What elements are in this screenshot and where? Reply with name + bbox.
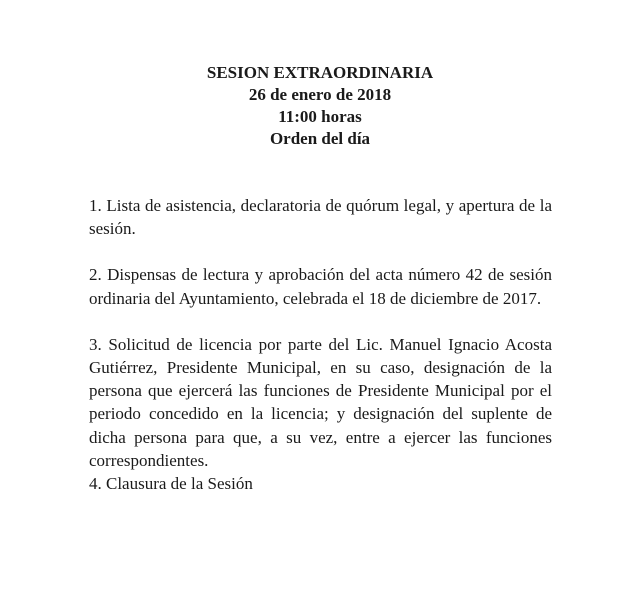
document-header <box>0 62 640 150</box>
agenda-item-4: 4. Clausura de la Sesión <box>89 474 253 494</box>
agenda-item-3: 3. Solicitud de licencia por parte del Lic. Manuel Ignacio Acosta Gutiérrez, Presidente Municipal, en su caso, designación de la persona que ejercerá las funciones de Presidente Municipal por el periodo concedido en la licencia; y designación del suplente de dicha persona para que, a su vez, entre a ejercer las funciones correspondientes. <box>89 334 552 470</box>
agenda-item-1: 1. Lista de asistencia, declaratoria de quórum legal, y apertura de la sesión. <box>89 196 552 239</box>
session-title: SESION EXTRAORDINARIA <box>206 63 434 82</box>
session-date: 26 de enero de 2018 <box>248 85 392 104</box>
agenda-heading: Orden del día <box>269 129 371 148</box>
agenda-item-2: 2. Dispensas de lectura y aprobación del acta número 42 de sesión ordinaria del Ayuntamiento, celebrada el 18 de diciembre de 2017. <box>89 265 552 308</box>
agenda-list <box>89 194 552 495</box>
session-time: 11:00 horas <box>278 107 362 126</box>
